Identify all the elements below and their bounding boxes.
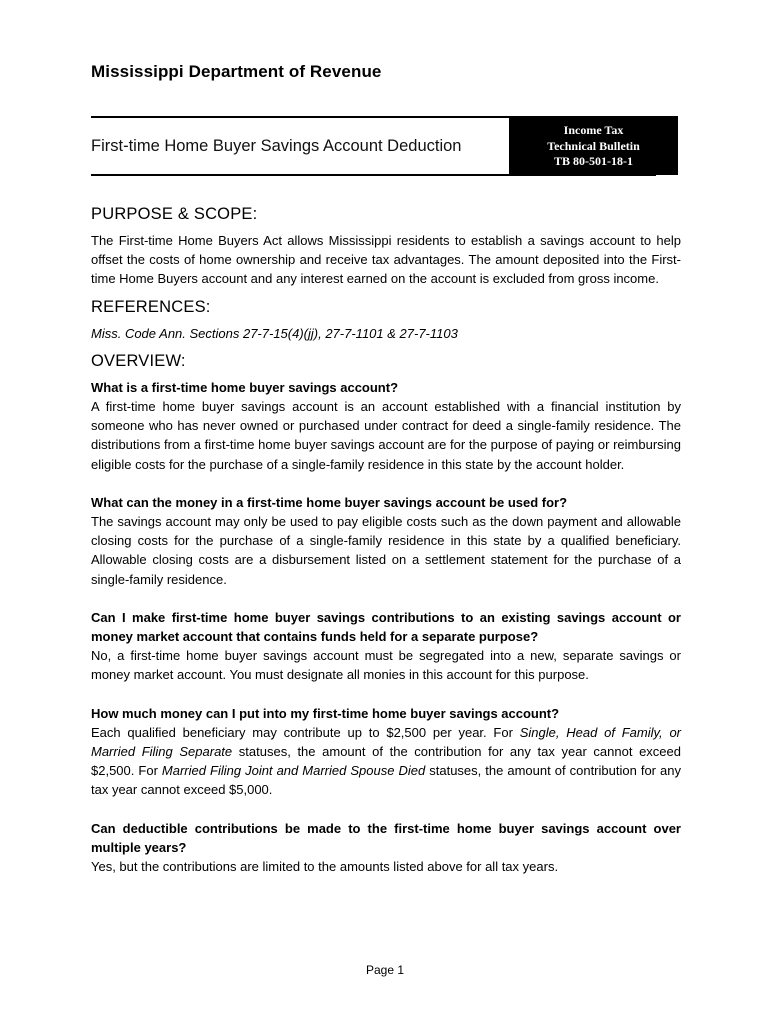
references-text: Miss. Code Ann. Sections 27-7-15(4)(jj), 27-7-1101 & 27-7-1103 [91, 325, 458, 341]
answer-5: Yes, but the contributions are limited to the amounts listed above for all tax years. [91, 859, 559, 875]
purpose-text: The First-time Home Buyers Act allows Mississippi residents to establish a savings account to help offset the costs of home ownership and receive tax advantages. The amount deposited into the First-time Home Buyers account and any interest earned on the account is excluded from gross income. [91, 233, 681, 287]
question-1: What is a first-time home buyer savings account? [91, 379, 399, 395]
question-2: What can the money in a first-time home buyer savings account be used for? [91, 494, 568, 510]
page-number: Page 1 [365, 963, 405, 977]
question-5: Can deductible contributions be made to the first-time home buyer savings account over multiple years? [91, 820, 681, 855]
bulletin-line-1: Income Tax [563, 123, 624, 137]
answer-4 [91, 723, 681, 800]
bulletin-box [509, 116, 678, 175]
purpose-heading: PURPOSE & SCOPE: [91, 205, 258, 223]
question-4: How much money can I put into my first-time home buyer savings account? [91, 705, 560, 721]
question-3: Can I make first-time home buyer savings contributions to an existing savings account or money market account that contains funds held for a separate purpose? [91, 609, 681, 645]
document-title: First-time Home Buyer Savings Account Deduction [91, 137, 462, 155]
answer-4-statuses-single: Single, Head of Family, or Married Filing Separate [91, 724, 681, 760]
overview-heading: OVERVIEW: [91, 351, 186, 370]
bulletin-number: TB 80-501-18-1 [554, 154, 633, 168]
answer-2: The savings account may only be used to pay eligible costs such as the down payment and allowable closing costs for the purchase of a single-family residence in this state by a qualified beneficiary. Allowable closing costs are a disbursement listed on a settlement statement for the purchase of a single-family residence. [91, 514, 681, 587]
references-heading: REFERENCES: [91, 297, 211, 316]
answer-4-part-3: statuses, the amount of contribution for any tax year cannot exceed $5,000. [91, 763, 681, 798]
bulletin-line-2: Technical Bulletin [547, 138, 640, 153]
answer-4-part-1: Each qualified beneficiary may contribute up to $2,500 per year. For [91, 724, 520, 740]
header-top-rule [91, 116, 511, 118]
document-header [91, 116, 678, 177]
answer-3: No, a first-time home buyer savings account must be segregated into a new, separate savings or money market account. You must designate all monies in this account for this purpose. [91, 648, 681, 683]
header-bottom-rule [91, 174, 656, 176]
answer-1: A first-time home buyer savings account is an account established with a financial institution by someone who has never owned or purchased under contract for deed a single-family residence. The distributions from a first-time home buyer savings account are for the purpose of paying or reimbursing eligible costs for the purchase of a single-family residence in this state by the account holder. [91, 399, 681, 472]
answer-4-part-2: statuses, the amount of the contribution for any tax year cannot exceed $2,500. For [91, 744, 681, 779]
document-body [91, 203, 681, 876]
answer-4-statuses-joint: Married Filing Joint and Married Spouse Died [161, 763, 426, 779]
department-name: Mississippi Department of Revenue [91, 62, 382, 81]
